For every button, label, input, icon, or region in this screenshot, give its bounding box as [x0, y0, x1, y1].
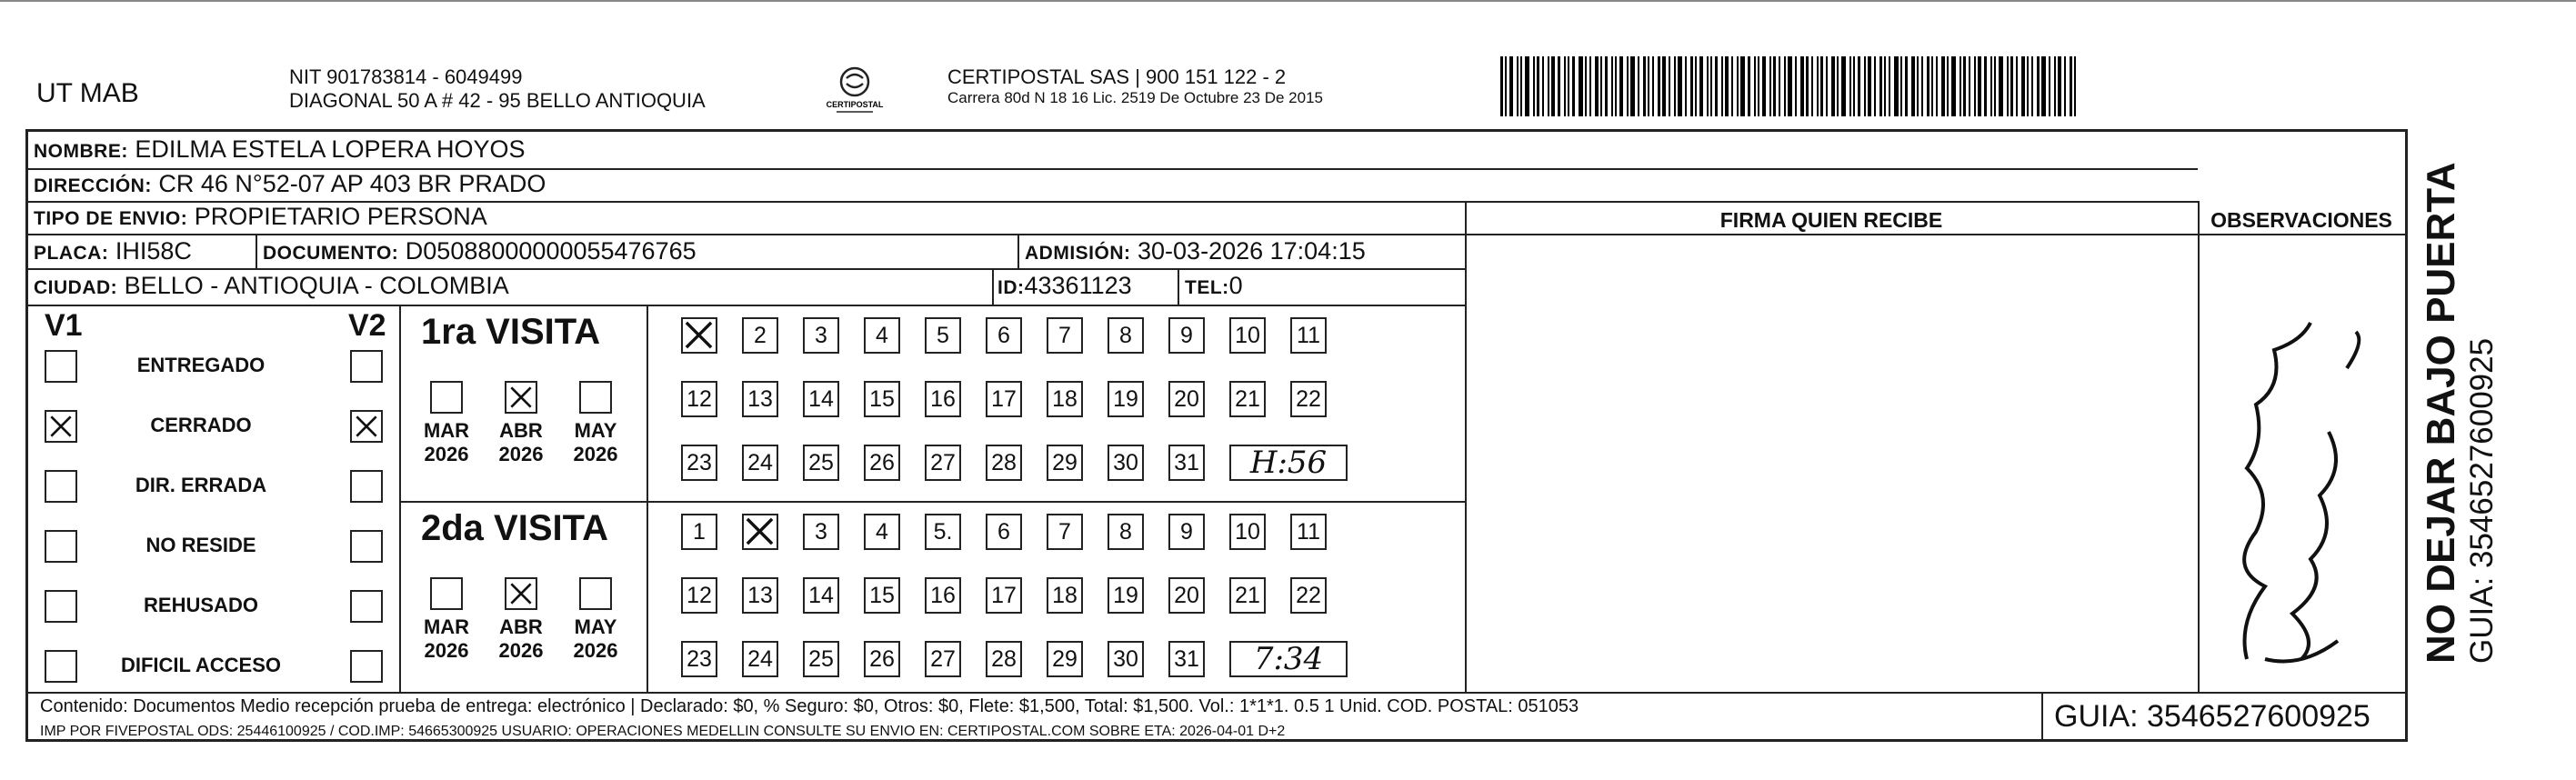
barcode-bar — [1758, 56, 1759, 116]
barcode-bar — [1605, 56, 1608, 116]
day-box[interactable]: 5 — [925, 317, 961, 354]
courier-info — [947, 65, 1323, 107]
month-label: MAY 2026 — [573, 419, 618, 465]
v1-checkbox[interactable] — [45, 590, 77, 623]
day-box[interactable]: 25 — [803, 641, 839, 677]
barcode-bar — [1826, 56, 1828, 116]
month-label: MAR 2026 — [423, 419, 470, 465]
barcode-bar — [1874, 56, 1876, 116]
barcode-bar — [1568, 56, 1569, 116]
day-box[interactable]: 4 — [864, 317, 900, 354]
day-box[interactable]: 29 — [1047, 641, 1083, 677]
barcode-bar — [1911, 56, 1915, 116]
barcode — [1500, 56, 2455, 116]
day-box[interactable]: 12 — [681, 381, 717, 417]
v1-checkbox[interactable] — [45, 410, 77, 443]
barcode-bar — [1931, 56, 1933, 116]
barcode-bar — [2010, 56, 2013, 116]
day-box[interactable]: 4 — [864, 514, 900, 550]
day-box[interactable]: 26 — [864, 641, 900, 677]
day-box[interactable]: 10 — [1229, 317, 1266, 354]
barcode-bar — [1779, 56, 1780, 116]
recipient-address: CR 46 N°52-07 AP 403 BR PRADO — [158, 170, 546, 197]
day-box[interactable]: 23 — [681, 445, 717, 481]
day-box[interactable]: 31 — [1168, 445, 1205, 481]
barcode-bar — [1658, 56, 1660, 116]
day-box[interactable]: 22 — [1290, 577, 1327, 614]
v1-checkbox[interactable] — [45, 530, 77, 563]
visit-title: 1ra VISITA — [421, 312, 601, 352]
day-box[interactable]: 11 — [1290, 317, 1327, 354]
day-box[interactable]: 15 — [864, 381, 900, 417]
day-box[interactable]: 14 — [803, 577, 839, 614]
barcode-bar — [1936, 56, 1938, 116]
v1-checkbox[interactable] — [45, 350, 77, 383]
v1-checkbox[interactable] — [45, 650, 77, 683]
barcode-bar — [1951, 56, 1956, 116]
day-box[interactable]: 18 — [1047, 381, 1083, 417]
barcode-bar — [1662, 56, 1666, 116]
plate-row: PLACA: IHI58C — [34, 237, 192, 265]
barcode-bar — [1831, 56, 1835, 116]
barcode-bar — [1868, 56, 1871, 116]
visit-hour[interactable]: 7:34 — [1229, 641, 1348, 677]
barcode-bar — [1864, 56, 1866, 116]
barcode-bar — [2041, 56, 2046, 116]
nit-line: NIT 901783814 - 6049499 — [289, 65, 523, 88]
barcode-bar — [1917, 56, 1919, 116]
barcode-bar — [1811, 56, 1813, 116]
barcode-bar — [1600, 56, 1602, 116]
barcode-bar — [1685, 56, 1687, 116]
barcode-bar — [1969, 56, 1970, 116]
barcode-bar — [1889, 56, 1890, 116]
barcode-bar — [2070, 56, 2072, 116]
id-value: 43361123 — [1024, 272, 1132, 299]
day-box[interactable]: 30 — [1108, 445, 1144, 481]
day-box[interactable]: 31 — [1168, 641, 1205, 677]
barcode-bar — [1921, 56, 1923, 116]
side-guia: GUIA: 3546527600925 — [2464, 337, 2500, 664]
month-checkbox[interactable] — [505, 381, 537, 414]
barcode-bar — [1674, 56, 1676, 116]
document-row: DOCUMENTO: D05088000000055476765 — [263, 237, 697, 265]
sender-address: DIAGONAL 50 A # 42 - 95 BELLO ANTIOQUIA — [289, 89, 706, 112]
barcode-bar — [1678, 56, 1682, 116]
barcode-bar — [2031, 56, 2033, 116]
barcode-bar — [2037, 56, 2040, 116]
barcode-bar — [1900, 56, 1902, 116]
day-box[interactable]: 11 — [1290, 514, 1327, 550]
month-checkbox[interactable] — [579, 577, 612, 610]
day-box[interactable]: 21 — [1229, 577, 1266, 614]
day-box[interactable]: 5. — [925, 514, 961, 550]
day-box[interactable]: 1 — [681, 514, 717, 550]
v2-checkbox[interactable] — [350, 410, 383, 443]
license-line: Carrera 80d N 18 16 Lic. 2519 De Octubre 23 De 2015 — [947, 89, 1323, 106]
barcode-bar — [1525, 56, 1529, 116]
print-info: IMP POR FIVEPOSTAL ODS: 25446100925 / COD.IMP: 54665300925 USUARIO: OPERACIONES MEDELLIN CONSULTE SU ENVIO EN: CERTIPOSTAL.COM SOBRE ETA: 2026-04-01 D+2 — [40, 724, 1286, 739]
v2-label: V2 — [348, 308, 386, 343]
signature-label: FIRMA QUIEN RECIBE — [1719, 208, 1943, 232]
barcode-bar — [1551, 56, 1555, 116]
barcode-bar — [1652, 56, 1654, 116]
barcode-bar — [1941, 56, 1945, 116]
barcode-bar — [2007, 56, 2009, 116]
barcode-bar — [1509, 56, 1513, 116]
day-box[interactable]: 24 — [742, 641, 778, 677]
barcode-bar — [1715, 56, 1718, 116]
phone-row: TEL:0 — [1185, 272, 1243, 299]
day-box[interactable]: 6 — [986, 514, 1022, 550]
barcode-bar — [1669, 56, 1670, 116]
day-box[interactable]: 18 — [1047, 577, 1083, 614]
barcode-bar — [1558, 56, 1560, 116]
day-box[interactable]: 19 — [1108, 381, 1144, 417]
barcode-bar — [1884, 56, 1886, 116]
barcode-bar — [1710, 56, 1712, 116]
status-option-label: DIFICIL ACCESO — [120, 654, 281, 676]
day-box[interactable]: 23 — [681, 641, 717, 677]
day-box[interactable]: 27 — [925, 641, 961, 677]
day-box[interactable]: 16 — [925, 381, 961, 417]
day-box[interactable]: 14 — [803, 381, 839, 417]
certipostal-logo — [823, 64, 887, 115]
barcode-bar — [1963, 56, 1966, 116]
day-box[interactable]: 17 — [986, 381, 1022, 417]
barcode-bar — [1643, 56, 1646, 116]
status-option-label: DIR. ERRADA — [135, 474, 267, 496]
barcode-bar — [1879, 56, 1882, 116]
phone-value: 0 — [1228, 272, 1243, 299]
v1-checkbox[interactable] — [45, 470, 77, 503]
barcode-bar — [1690, 56, 1693, 116]
visit-title: 2da VISITA — [421, 508, 608, 548]
guide-form — [25, 129, 2408, 742]
barcode-bar — [1817, 56, 1819, 116]
barcode-bar — [1589, 56, 1591, 116]
barcode-bar — [1800, 56, 1804, 116]
day-box[interactable]: 26 — [864, 445, 900, 481]
barcode-bar — [1769, 56, 1771, 116]
sender-name: UT MAB — [36, 78, 139, 108]
barcode-bar — [1754, 56, 1756, 116]
shipment-details: Contenido: Documentos Medio recepción prueba de entrega: electrónico | Declarado: $0, % Seguro: $0, Otros: $0, Flete: $1,500, Total: $1,500. Vol.: 1*1*1. 0.5 1 Unid. COD. POSTAL: 051053 — [40, 696, 1579, 716]
barcode-bar — [2074, 56, 2076, 116]
barcode-bar — [1615, 56, 1617, 116]
day-box[interactable]: 28 — [986, 445, 1022, 481]
address-row: DIRECCIÓN: CR 46 N°52-07 AP 403 BR PRADO — [34, 170, 546, 197]
barcode-bar — [1638, 56, 1639, 116]
day-box[interactable] — [681, 317, 717, 354]
day-box[interactable]: 8 — [1108, 317, 1144, 354]
barcode-bar — [1748, 56, 1750, 116]
shipment-type: PROPIETARIO PERSONA — [194, 203, 487, 230]
side-text — [2419, 162, 2501, 664]
barcode-bar — [1927, 56, 1929, 116]
handwritten-signature — [2210, 314, 2392, 677]
barcode-bar — [1978, 56, 1981, 116]
sender-info — [289, 65, 706, 113]
day-box[interactable]: 24 — [742, 445, 778, 481]
day-box[interactable]: 27 — [925, 445, 961, 481]
day-box[interactable]: 20 — [1168, 577, 1205, 614]
recipient-name: EDILMA ESTELA LOPERA HOYOS — [135, 135, 526, 163]
barcode-bar — [1548, 56, 1549, 116]
barcode-bar — [1905, 56, 1908, 116]
day-box[interactable]: 7 — [1047, 514, 1083, 550]
barcode-bar — [1648, 56, 1649, 116]
barcode-bar — [1595, 56, 1599, 116]
day-box[interactable]: 29 — [1047, 445, 1083, 481]
day-box[interactable]: 22 — [1290, 381, 1327, 417]
day-box[interactable]: 13 — [742, 577, 778, 614]
barcode-bar — [1841, 56, 1846, 116]
v2-checkbox[interactable] — [350, 650, 383, 683]
id-row: ID:43361123 — [997, 272, 1132, 299]
barcode-bar — [1500, 56, 1503, 116]
barcode-bar — [1990, 56, 1992, 116]
barcode-bar — [1707, 56, 1709, 116]
barcode-bar — [1984, 56, 1987, 116]
barcode-bar — [1585, 56, 1587, 116]
city-row: CIUDAD: BELLO - ANTIOQUIA - COLOMBIA — [34, 272, 509, 299]
observations-label: OBSERVACIONES — [2210, 208, 2392, 232]
month-label: ABR 2026 — [498, 615, 544, 662]
month-label: MAR 2026 — [423, 615, 470, 662]
barcode-bar — [2021, 56, 2025, 116]
barcode-bar — [1520, 56, 1522, 116]
v1-label: V1 — [45, 308, 83, 343]
day-box[interactable]: 25 — [803, 445, 839, 481]
barcode-bar — [1820, 56, 1823, 116]
day-box[interactable]: 13 — [742, 381, 778, 417]
top-edge — [0, 0, 2576, 7]
v2-checkbox[interactable] — [350, 470, 383, 503]
month-checkbox[interactable] — [579, 381, 612, 414]
barcode-bar — [1542, 56, 1544, 116]
admission-row: ADMISIÓN: 30-03-2026 17:04:15 — [1025, 237, 1366, 265]
barcode-bar — [1630, 56, 1635, 116]
barcode-bar — [1853, 56, 1855, 116]
plate-value: IHI58C — [115, 237, 192, 265]
day-box[interactable]: 9 — [1168, 514, 1205, 550]
day-box[interactable]: 12 — [681, 577, 717, 614]
barcode-bar — [1505, 56, 1507, 116]
barcode-bar — [1858, 56, 1860, 116]
company-line: CERTIPOSTAL SAS | 900 151 122 - 2 — [947, 65, 1287, 88]
footer-guia: GUIA: 3546527600925 — [2041, 693, 2405, 740]
barcode-bar — [1784, 56, 1786, 116]
barcode-bar — [2016, 56, 2018, 116]
month-checkbox[interactable] — [430, 381, 463, 414]
barcode-bar — [1564, 56, 1566, 116]
v2-checkbox[interactable] — [350, 350, 383, 383]
day-box[interactable]: 21 — [1229, 381, 1266, 417]
barcode-bar — [1725, 56, 1729, 116]
day-box[interactable]: 9 — [1168, 317, 1205, 354]
barcode-bar — [1795, 56, 1797, 116]
barcode-bar — [1619, 56, 1623, 116]
barcode-bar — [1773, 56, 1776, 116]
status-option-label: NO RESIDE — [145, 534, 256, 556]
status-option-label: REHUSADO — [144, 594, 258, 616]
day-box[interactable]: 3 — [803, 514, 839, 550]
month-label: MAY 2026 — [573, 615, 618, 662]
barcode-bar — [1894, 56, 1899, 116]
barcode-bar — [1849, 56, 1851, 116]
v2-checkbox[interactable] — [350, 530, 383, 563]
barcode-bar — [1960, 56, 1961, 116]
barcode-bar — [2049, 56, 2050, 116]
day-box[interactable]: 20 — [1168, 381, 1205, 417]
barcode-bar — [2054, 56, 2056, 116]
month-checkbox[interactable] — [505, 577, 537, 610]
barcode-bar — [1537, 56, 1539, 116]
barcode-bar — [1999, 56, 2003, 116]
day-box[interactable]: 28 — [986, 641, 1022, 677]
barcode-bar — [2027, 56, 2029, 116]
barcode-bar — [1695, 56, 1697, 116]
day-box[interactable]: 19 — [1108, 577, 1144, 614]
barcode-bar — [1947, 56, 1949, 116]
barcode-bar — [1737, 56, 1739, 116]
barcode-bar — [1517, 56, 1519, 116]
day-box[interactable]: 8 — [1108, 514, 1144, 550]
month-checkbox[interactable] — [430, 577, 463, 610]
barcode-bar — [1994, 56, 1996, 116]
day-box[interactable]: 30 — [1108, 641, 1144, 677]
side-warning: NO DEJAR BAJO PUERTA — [2419, 162, 2463, 664]
logo-text: CERTIPOSTAL — [826, 100, 884, 109]
barcode-bar — [1611, 56, 1613, 116]
city-value: BELLO - ANTIOQUIA - COLOMBIA — [124, 272, 509, 299]
barcode-bar — [2064, 56, 2066, 116]
barcode-bar — [1974, 56, 1976, 116]
barcode-bar — [1699, 56, 1703, 116]
barcode-bar — [1806, 56, 1809, 116]
recipient-name-row: NOMBRE: EDILMA ESTELA LOPERA HOYOS — [34, 135, 526, 163]
barcode-bar — [1740, 56, 1745, 116]
status-option-label: ENTREGADO — [136, 354, 266, 376]
shipment-type-row: TIPO DE ENVIO: PROPIETARIO PERSONA — [34, 203, 487, 230]
day-box[interactable]: 15 — [864, 577, 900, 614]
barcode-bar — [1762, 56, 1766, 116]
day-box[interactable] — [742, 514, 778, 550]
day-box[interactable]: 6 — [986, 317, 1022, 354]
visit-hour[interactable]: H:56 — [1229, 445, 1348, 481]
day-box[interactable]: 16 — [925, 577, 961, 614]
day-box[interactable]: 3 — [803, 317, 839, 354]
status-option-label: CERRADO — [150, 414, 252, 436]
barcode-bar — [1533, 56, 1535, 116]
barcode-bar — [1788, 56, 1792, 116]
barcode-bar — [2058, 56, 2061, 116]
document-value: D05088000000055476765 — [405, 237, 697, 265]
barcode-bar — [1837, 56, 1839, 116]
day-box[interactable]: 10 — [1229, 514, 1266, 550]
day-box[interactable]: 2 — [742, 317, 778, 354]
barcode-bar — [1721, 56, 1723, 116]
admission-value: 30-03-2026 17:04:15 — [1138, 237, 1366, 265]
barcode-bar — [1572, 56, 1575, 116]
day-box[interactable]: 17 — [986, 577, 1022, 614]
v2-checkbox[interactable] — [350, 590, 383, 623]
barcode-bar — [1627, 56, 1629, 116]
day-box[interactable]: 7 — [1047, 317, 1083, 354]
month-label: ABR 2026 — [498, 419, 544, 465]
barcode-bar — [1731, 56, 1733, 116]
barcode-bar — [1579, 56, 1583, 116]
